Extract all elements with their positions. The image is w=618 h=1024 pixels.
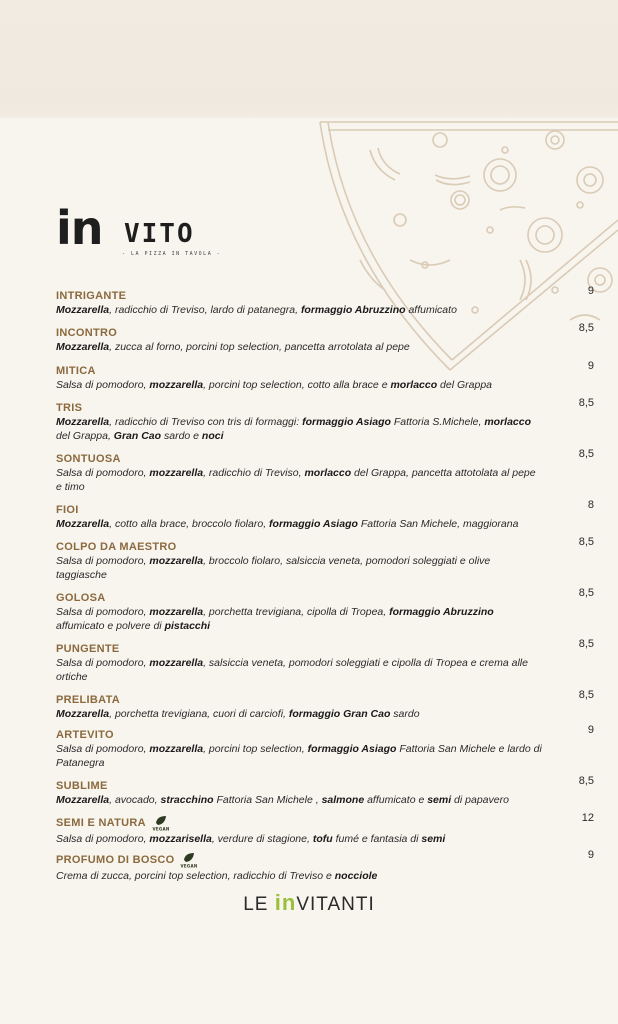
footer-prefix: LE [243, 894, 275, 915]
menu-item-description: Mozzarella, cotto alla brace, broccolo fiolaro, formaggio Asiago Fattoria San Michele, maggiorana [56, 518, 519, 530]
svg-text:VEGAN: VEGAN [152, 826, 170, 832]
brand-logo [56, 201, 222, 257]
logo-in-text: in [56, 201, 103, 255]
vegan-leaf-icon [180, 851, 198, 869]
menu-item [56, 848, 594, 883]
menu-item-description: Salsa di pomodoro, mozzarella, porcini top selection, formaggio Asiago Fattoria San Michele e lardo di Patanegra [56, 743, 542, 769]
menu-item-description: Salsa di pomodoro, mozzarella, radicchio di Treviso, morlacco del Grappa, pancetta attotolata al pepe e timo [56, 467, 536, 493]
menu-item-price: 9 [587, 360, 594, 372]
menu-item [56, 688, 594, 721]
menu-item-name: GOLOSA [56, 592, 106, 604]
menu-item-name: COLPO DA MAESTRO [56, 541, 177, 553]
menu-item-price: 9 [587, 285, 594, 297]
menu-item-price: 9 [587, 849, 594, 861]
menu-item [56, 774, 594, 807]
menu-item [56, 359, 594, 392]
menu-item-description: Salsa di pomodoro, mozzarella, broccolo fiolaro, salsiccia veneta, pomodori soleggiati e olive taggiasche [56, 555, 491, 581]
vegan-leaf-icon [152, 814, 170, 832]
logo-vito-text: VITO [124, 219, 195, 249]
footer-logo [0, 890, 618, 916]
menu-item-name: TRIS [56, 402, 83, 414]
menu-item [56, 447, 594, 494]
menu-item-description: Mozzarella, porchetta trevigiana, cuori di carciofi, formaggio Gran Cao sardo [56, 708, 420, 720]
menu-item-price: 8,5 [578, 638, 594, 650]
footer-suffix: VITANTI [296, 894, 375, 915]
menu-item-name: SUBLIME [56, 780, 108, 792]
menu-item-price: 8,5 [578, 587, 594, 599]
menu-item-name: PRELIBATA [56, 694, 121, 706]
menu-item-price: 8,5 [578, 689, 594, 701]
menu-item [56, 811, 594, 846]
menu-item-description: Salsa di pomodoro, mozzarella, porchetta trevigiana, cipolla di Tropea, formaggio Abruzzino affumicato e polvere di pistacchi [56, 606, 494, 632]
menu-item-name: SEMI E NATURA VEGAN [56, 814, 170, 832]
menu-item-name: FIOI [56, 504, 79, 516]
menu-item-name: ARTEVITO [56, 729, 114, 741]
menu-item-name: INTRIGANTE [56, 290, 127, 302]
menu-item-price: 8,5 [578, 775, 594, 787]
menu-item-description: Salsa di pomodoro, mozzarella, porcini top selection, cotto alla brace e morlacco del Grappa [56, 379, 493, 391]
menu-item [56, 284, 594, 317]
menu-item-description: Mozzarella, radicchio di Treviso con tris di formaggi: formaggio Asiago Fattoria S.Michele, morlacco del Grappa, Gran Cao sardo e noci [56, 416, 532, 442]
menu-item-description: Mozzarella, zucca al forno, porcini top selection, pancetta arrotolata al pepe [56, 341, 410, 353]
menu-item [56, 723, 594, 770]
menu-item-price: 8 [587, 499, 594, 511]
menu-item-name: MITICA [56, 365, 96, 377]
menu-item-name: PUNGENTE [56, 643, 120, 655]
menu-item-description: Mozzarella, avocado, stracchino Fattoria San Michele , salmone affumicato e semi di papavero [56, 794, 509, 806]
logo-tagline: - LA PIZZA IN TAVOLA - [122, 251, 222, 257]
footer-accent: in [274, 890, 297, 915]
menu-item-name: PROFUMO DI BOSCO VEGAN [56, 851, 198, 869]
menu-item-price: 8,5 [578, 536, 594, 548]
menu-item-description: Salsa di pomodoro, mozzarisella, verdure di stagione, tofu fumé e fantasia di semi [56, 833, 446, 845]
menu-item-description: Salsa di pomodoro, mozzarella, salsiccia veneta, pomodori soleggiati e cipolla di Tropea e crema alle ortiche [56, 657, 528, 683]
menu-item [56, 637, 594, 684]
menu-item-name: INCONTRO [56, 327, 118, 339]
svg-text:VEGAN: VEGAN [180, 863, 198, 869]
menu-item [56, 396, 594, 443]
menu-item [56, 321, 594, 354]
menu-item-price: 8,5 [578, 322, 594, 334]
menu-item-name: SONTUOSA [56, 453, 121, 465]
menu-item-price: 9 [587, 724, 594, 736]
menu-item [56, 498, 594, 531]
menu-item-price: 12 [581, 812, 594, 824]
menu-item-description: Mozzarella, radicchio di Treviso, lardo di patanegra, formaggio Abruzzino affumicato [56, 304, 457, 316]
menu-item [56, 586, 594, 633]
menu-item [56, 535, 594, 582]
menu-item-description: Crema di zucca, porcini top selection, radicchio di Treviso e nocciole [56, 870, 378, 882]
menu-item-price: 8,5 [578, 448, 594, 460]
menu-item-price: 8,5 [578, 397, 594, 409]
